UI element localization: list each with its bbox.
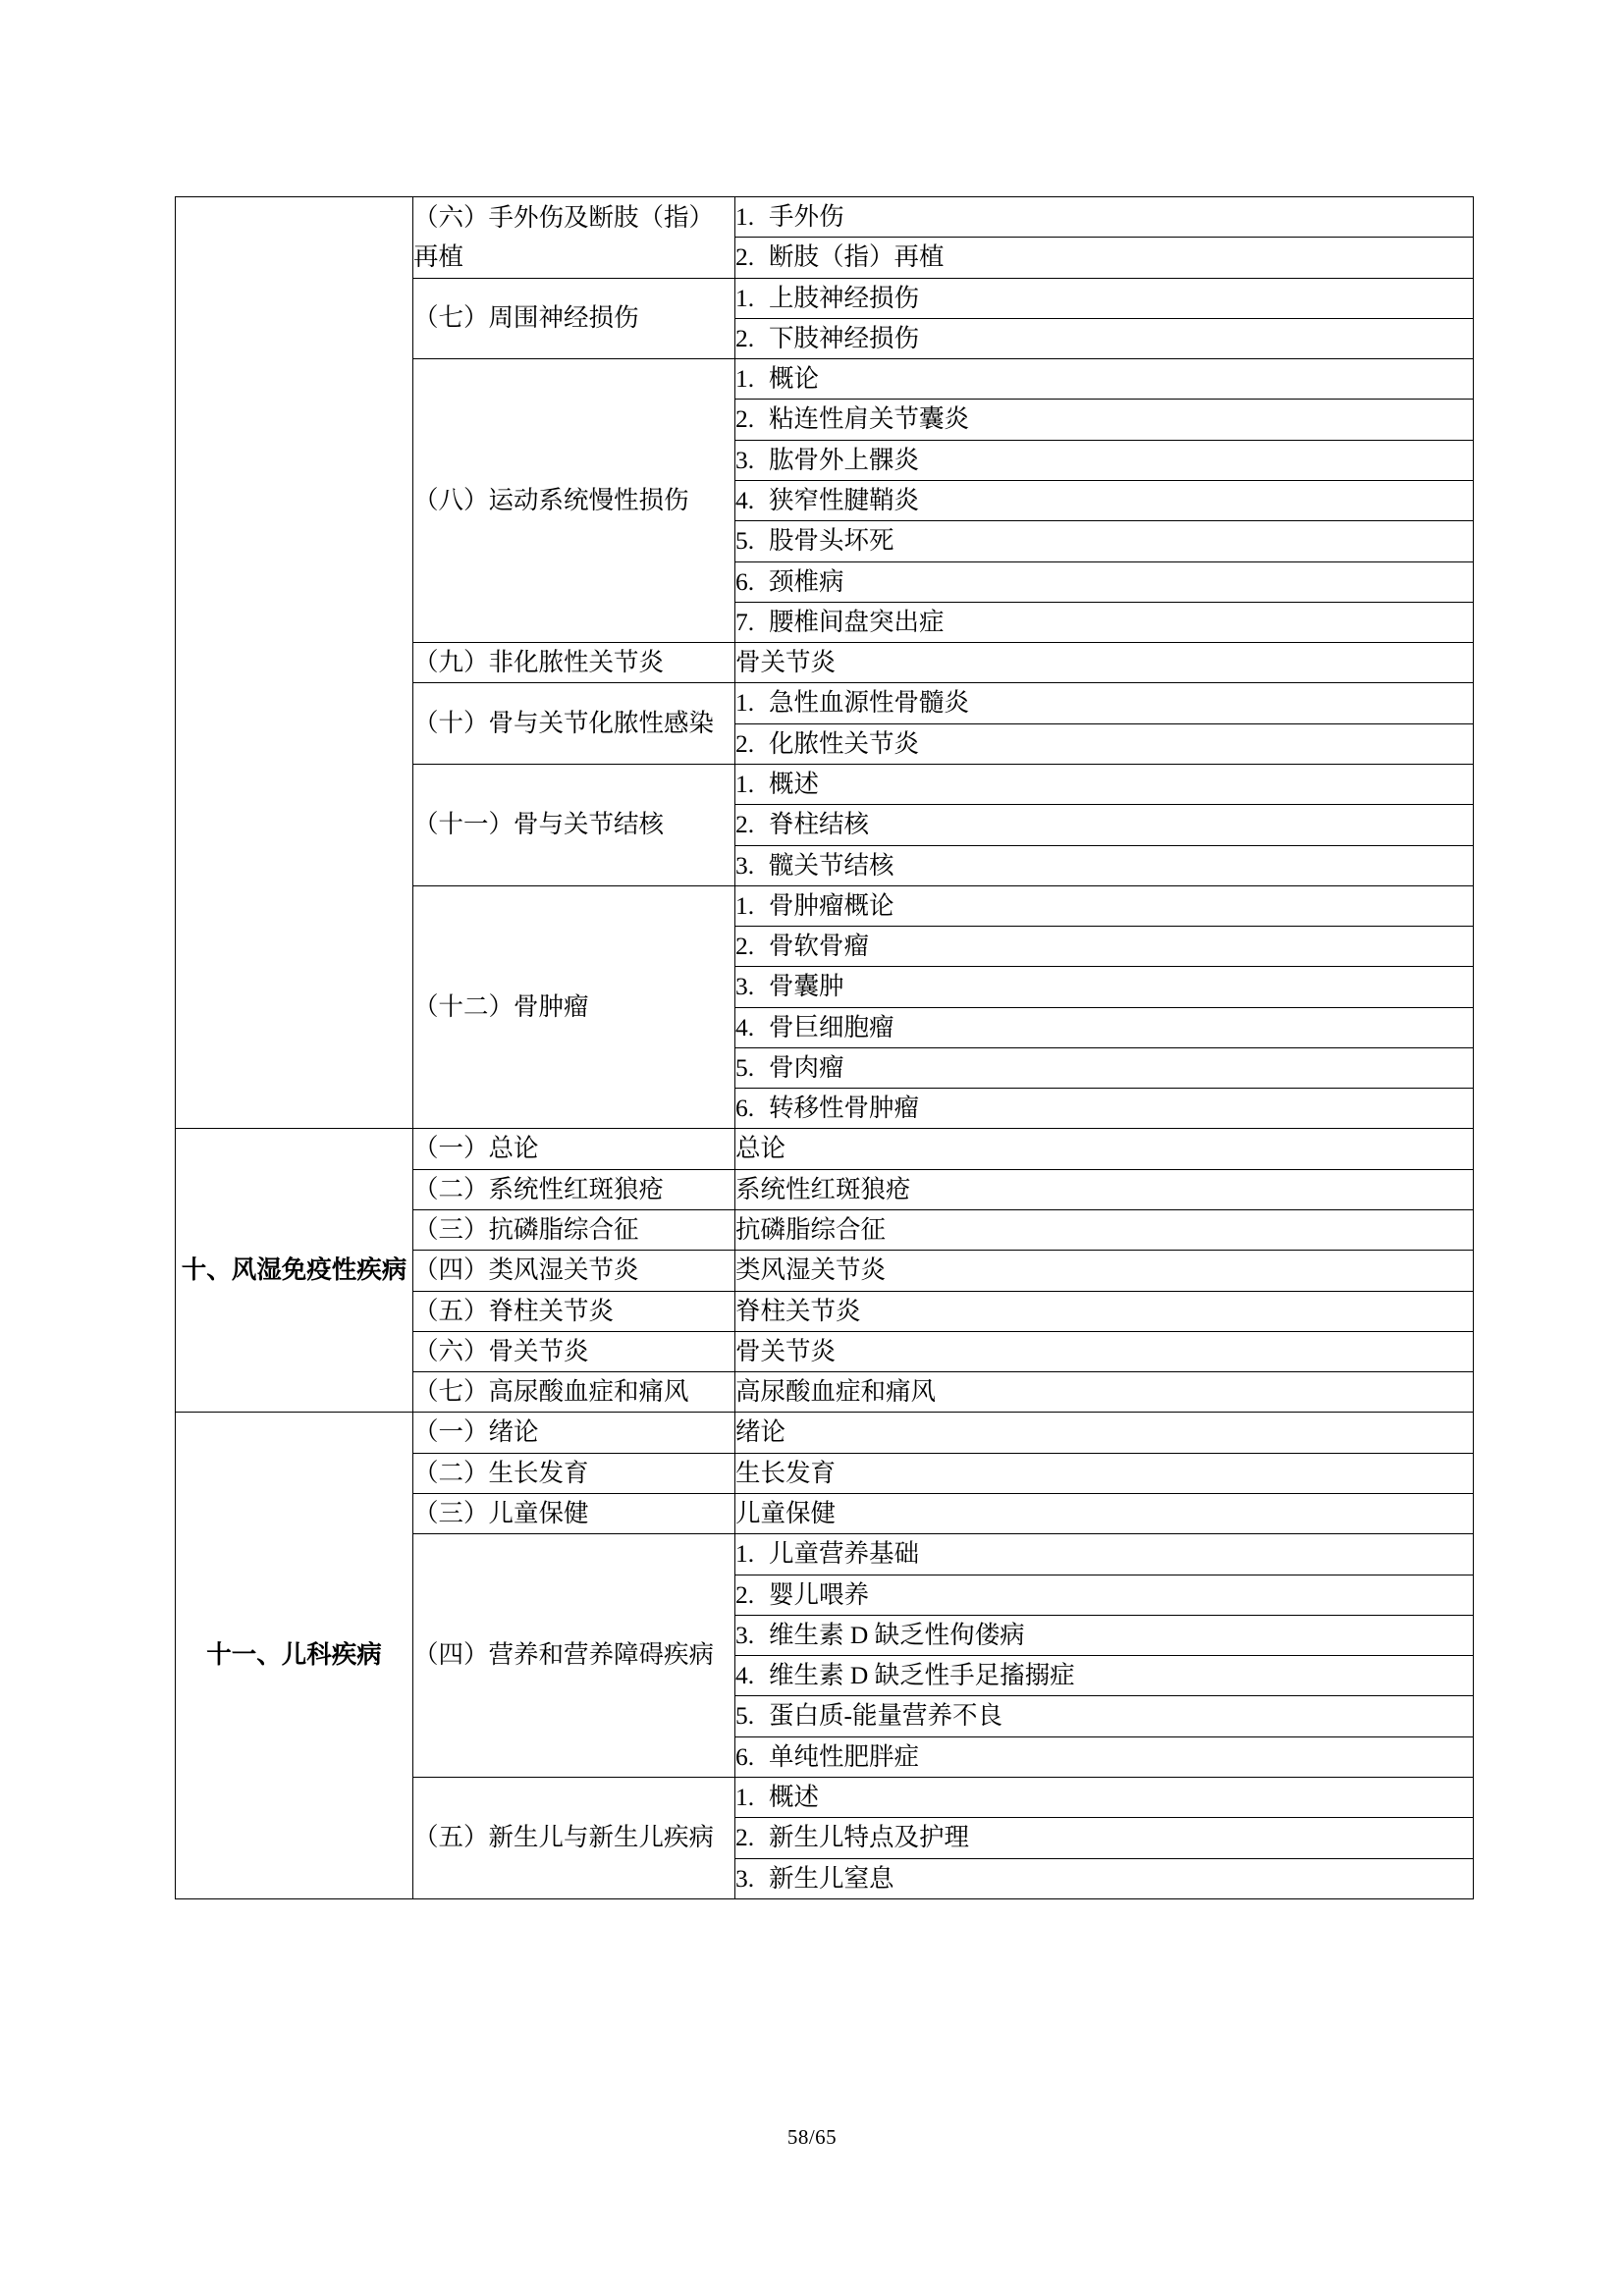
item-cell: 脊柱关节炎 [735,1291,1474,1331]
item-cell: 系统性红斑狼疮 [735,1169,1474,1209]
item-cell [735,1534,1474,1575]
item-number: 6. [735,1741,755,1771]
item-cell [735,967,1474,1007]
item-text: 股骨头坏死 [769,526,894,556]
item-cell [735,521,1474,561]
subsection-cell: （五）新生儿与新生儿疾病 [413,1777,735,1898]
item-cell [735,278,1474,318]
item-cell [735,318,1474,358]
item-number: 3. [735,850,755,880]
category-cell: 十、风湿免疫性疾病 [176,1129,413,1413]
subsection-cell: （五）脊柱关节炎 [413,1291,735,1331]
item-text: 骨肉瘤 [769,1052,844,1082]
item-text: 儿童营养基础 [769,1539,920,1569]
item-cell [735,602,1474,642]
item-text: 转移性骨肿瘤 [769,1094,920,1123]
item-text: 骨肿瘤概论 [769,890,894,920]
item-number: 3. [735,445,755,474]
item-cell: 高尿酸血症和痛风 [735,1372,1474,1413]
item-number: 2. [735,404,755,434]
item-text: 骨软骨瘤 [769,932,870,961]
item-text: 下肢神经损伤 [769,323,920,352]
item-cell [735,764,1474,804]
item-text: 颈椎病 [769,566,844,596]
subsection-cell: （十二）骨肿瘤 [413,885,735,1129]
table-body [176,197,1474,1899]
item-text: 化脓性关节炎 [769,728,920,758]
item-cell [735,1615,1474,1655]
item-cell [735,1047,1474,1088]
item-cell [735,440,1474,480]
item-cell: 骨关节炎 [735,643,1474,683]
item-cell [735,1818,1474,1858]
subsection-cell: （八）运动系统慢性损伤 [413,359,735,643]
subsection-cell: （七）周围神经损伤 [413,278,735,359]
subsection-cell: （一）总论 [413,1129,735,1169]
item-number: 5. [735,526,755,556]
item-number: 4. [735,1661,755,1690]
item-number: 1. [735,769,755,798]
subsection-cell: （三）抗磷脂综合征 [413,1210,735,1251]
item-cell [735,1656,1474,1696]
item-cell [735,1858,1474,1898]
item-text: 断肢（指）再植 [769,242,945,272]
item-text: 蛋白质-能量营养不良 [769,1701,1002,1731]
item-text: 脊柱结核 [769,810,870,839]
item-text: 新生儿特点及护理 [769,1823,970,1852]
item-cell [735,1575,1474,1615]
item-number: 1. [735,202,755,231]
item-text: 手外伤 [769,202,844,231]
item-cell: 生长发育 [735,1453,1474,1493]
item-text: 婴儿喂养 [769,1579,870,1609]
syllabus-table-wrapper [175,196,1473,1899]
table-row [176,197,1474,238]
item-cell [735,927,1474,967]
item-cell: 总论 [735,1129,1474,1169]
subsection-cell: （二）生长发育 [413,1453,735,1493]
item-number: 4. [735,1012,755,1041]
item-number: 1. [735,364,755,394]
item-cell [735,1696,1474,1736]
item-number: 1. [735,890,755,920]
item-cell [735,400,1474,440]
item-number: 5. [735,1701,755,1731]
item-number: 6. [735,566,755,596]
item-cell [735,1736,1474,1777]
item-cell [735,359,1474,400]
item-number: 7. [735,607,755,636]
item-text: 髋关节结核 [769,850,894,880]
item-text: 概论 [769,364,820,394]
item-cell [735,723,1474,764]
item-text: 新生儿窒息 [769,1863,894,1893]
item-text: 肱骨外上髁炎 [769,445,920,474]
item-cell: 骨关节炎 [735,1331,1474,1371]
subsection-cell: （十一）骨与关节结核 [413,764,735,885]
item-text: 单纯性肥胖症 [769,1741,920,1771]
item-cell [735,1089,1474,1129]
item-text: 骨巨细胞瘤 [769,1012,894,1041]
item-number: 2. [735,323,755,352]
subsection-cell: （六）骨关节炎 [413,1331,735,1371]
subsection-cell: （九）非化脓性关节炎 [413,643,735,683]
item-cell [735,845,1474,885]
category-cell [176,197,413,1129]
item-number: 2. [735,1579,755,1609]
item-text: 粘连性肩关节囊炎 [769,404,970,434]
item-text: 维生素 D 缺乏性佝偻病 [769,1620,1025,1649]
item-number: 2. [735,810,755,839]
item-number: 6. [735,1094,755,1123]
item-cell [735,1777,1474,1817]
item-cell [735,561,1474,602]
item-text: 腰椎间盘突出症 [769,607,945,636]
item-number: 3. [735,1863,755,1893]
item-number: 2. [735,728,755,758]
table-row [176,1413,1474,1453]
subsection-cell: （四）营养和营养障碍疾病 [413,1534,735,1778]
item-number: 3. [735,1620,755,1649]
item-cell [735,805,1474,845]
item-number: 2. [735,1823,755,1852]
item-cell [735,885,1474,926]
subsection-cell: （四）类风湿关节炎 [413,1251,735,1291]
item-text: 概述 [769,1782,820,1811]
item-text: 急性血源性骨髓炎 [769,688,970,718]
item-text: 骨囊肿 [769,972,844,1001]
subsection-cell: （三）儿童保健 [413,1494,735,1534]
subsection-cell: （十）骨与关节化脓性感染 [413,683,735,765]
page-number: 58/65 [786,2125,838,2149]
item-text: 狭窄性腱鞘炎 [769,485,920,514]
syllabus-table [175,196,1474,1899]
item-number: 1. [735,283,755,312]
item-number: 4. [735,485,755,514]
item-cell: 类风湿关节炎 [735,1251,1474,1291]
item-cell [735,238,1474,278]
item-text: 概述 [769,769,820,798]
subsection-cell: （二）系统性红斑狼疮 [413,1169,735,1209]
page-footer [0,2125,1624,2150]
item-text: 上肢神经损伤 [769,283,920,312]
item-cell: 儿童保健 [735,1494,1474,1534]
item-number: 3. [735,972,755,1001]
item-cell [735,1007,1474,1047]
item-text: 维生素 D 缺乏性手足搐搦症 [769,1661,1075,1690]
item-cell [735,683,1474,723]
item-number: 1. [735,1782,755,1811]
item-number: 1. [735,688,755,718]
table-row [176,1129,1474,1169]
item-number: 1. [735,1539,755,1569]
item-number: 2. [735,242,755,272]
item-cell: 绪论 [735,1413,1474,1453]
item-number: 5. [735,1052,755,1082]
subsection-cell: （六）手外伤及断肢（指）再植 [413,197,735,279]
item-number: 2. [735,932,755,961]
subsection-cell: （七）高尿酸血症和痛风 [413,1372,735,1413]
item-cell [735,197,1474,238]
item-cell: 抗磷脂综合征 [735,1210,1474,1251]
item-cell [735,480,1474,520]
subsection-cell: （一）绪论 [413,1413,735,1453]
category-cell: 十一、儿科疾病 [176,1413,413,1898]
